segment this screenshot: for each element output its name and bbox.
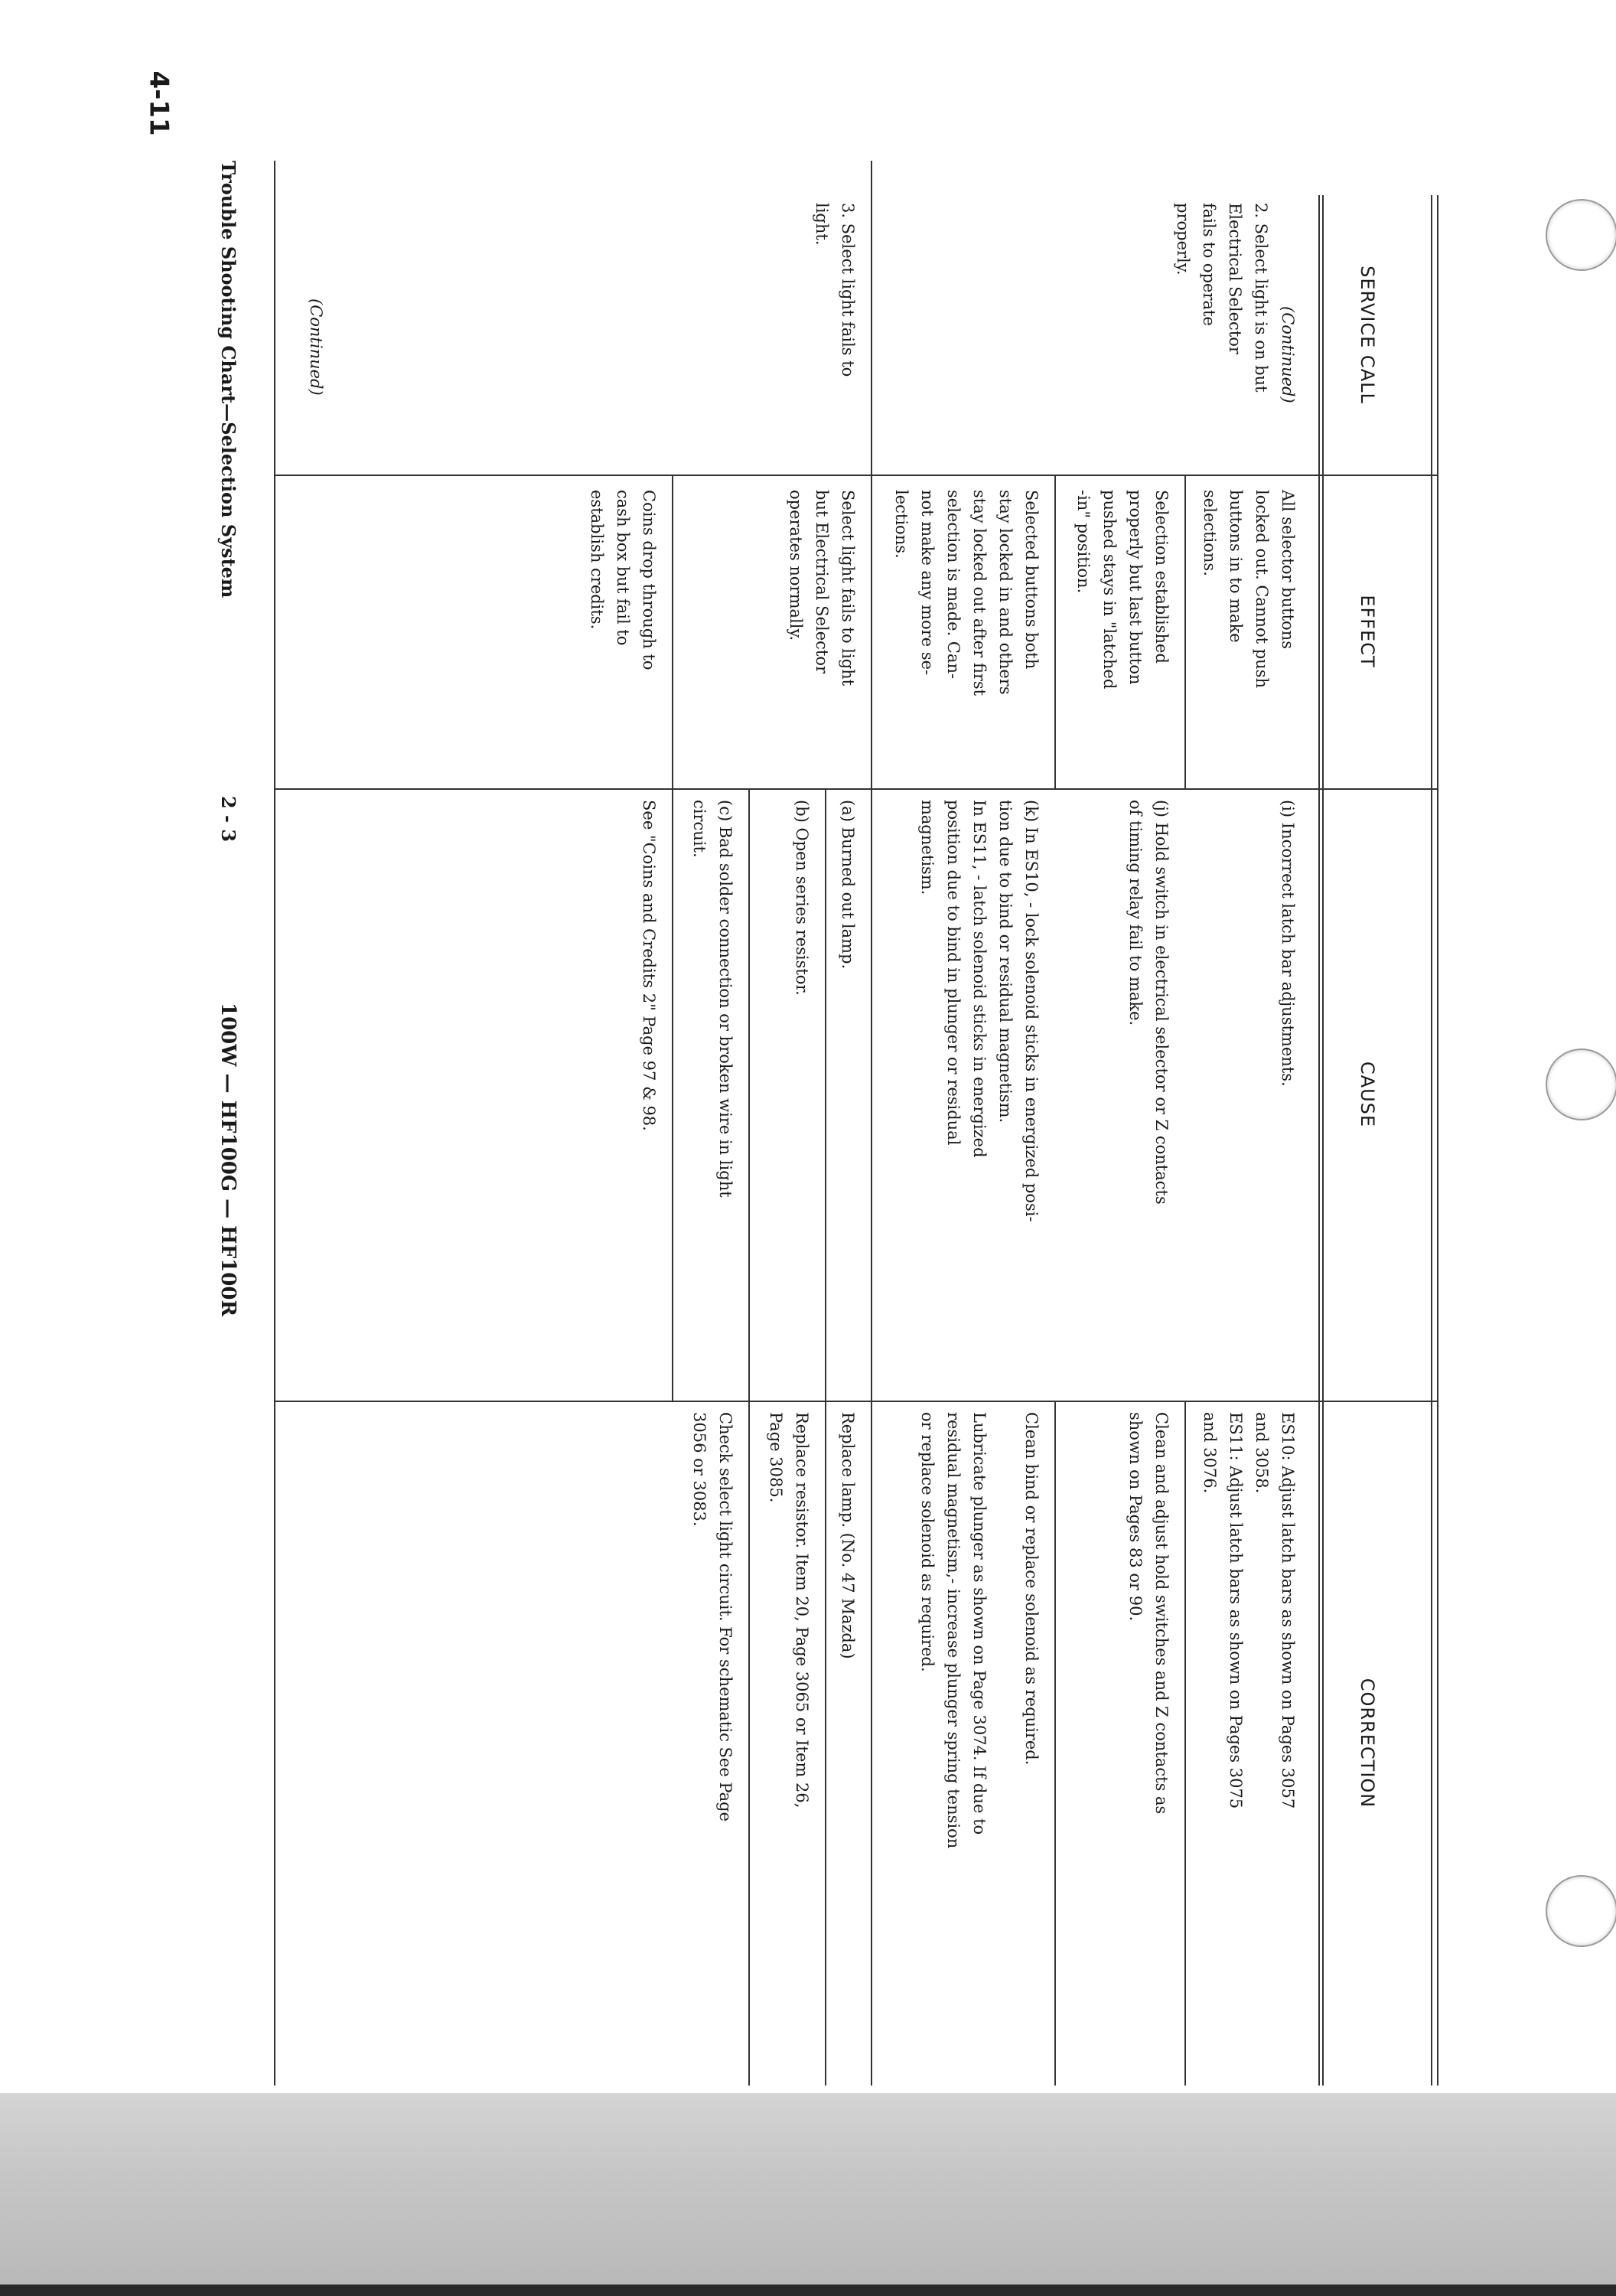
- divider-cause-correction: [275, 1401, 1438, 1402]
- header-cause: CAUSE: [1357, 1061, 1378, 1128]
- cause-k: (k) In ES10, - lock solenoid sticks in energized posi- tion due to bind or residual magnetism. In ES11, - latch solenoid sticks in energized position due to bind in plunger or residual magnetism.: [918, 800, 1041, 1222]
- rule-cause-c: [672, 788, 673, 1401]
- header-correction: CORRECTION: [1357, 1678, 1378, 1808]
- footer-models: 100W — HF100G — HF100R: [217, 1003, 239, 1317]
- cause-a: (a) Burned out lamp.: [839, 800, 857, 970]
- footer-section: 2 - 3: [217, 796, 239, 843]
- divider-service-effect: [275, 475, 1438, 476]
- correction-j: Clean and adjust hold switches and Z contacts as shown on Pages 83 or 90.: [1126, 1412, 1171, 1815]
- binder-hole-bottom: [1546, 1875, 1616, 1947]
- rule-correction-2b: [1054, 1401, 1056, 2086]
- effect-2b: Selection established properly but last button pushed stays in "latched -in" position.: [1074, 490, 1171, 690]
- effect-3a: Select light fails to light but Electrical Selector operates normally.: [787, 490, 857, 687]
- rule-effect-2a: [1184, 475, 1186, 788]
- continued-bottom: (Continued): [307, 298, 325, 396]
- cause-i: (i) Incorrect latch bar adjustments.: [1279, 800, 1297, 1087]
- continued-label: (Continued): [1279, 306, 1297, 403]
- binder-hole-middle: [1546, 1049, 1616, 1120]
- trouble-shooting-table: [153, 161, 1438, 2097]
- divider-effect-cause: [275, 788, 1438, 790]
- rule-item-3: [871, 161, 872, 2086]
- rule-cause-b: [748, 788, 750, 2086]
- correction-a: Replace lamp. (No. 47 Mazda): [839, 1412, 857, 1659]
- rule-cause-a: [825, 788, 826, 2086]
- rule-correction-2a: [1184, 1401, 1186, 2086]
- header-rule-inner: [1314, 195, 1320, 2086]
- header-effect: EFFECT: [1357, 595, 1378, 668]
- correction-c: Check select light circuit. For schematic See Page 3056 or 3083.: [690, 1412, 735, 1822]
- footer-title: Trouble Shooting Chart—Selection System: [217, 161, 239, 598]
- table-top-rule: [1431, 195, 1438, 2086]
- correction-i: ES10: Adjust latch bars as shown on Pages 3057 and 3058. ES11: Adjust latch bars as shown on Pages 3075 and 3076.: [1201, 1412, 1297, 1809]
- effect-2c: Selected buttons both stay locked in and others stay locked out after first selection is made. Can- not make any more se- lections.: [892, 490, 1041, 696]
- service-call-2: 2. Select light is on but Electrical Selector fails to operate properly.: [1174, 203, 1270, 393]
- rule-effect-2b: [1054, 475, 1056, 788]
- table-bottom-rule: [274, 161, 275, 2086]
- header-rule: [1322, 195, 1324, 2086]
- cause-c: (c) Bad solder connection or broken wire in light circuit.: [690, 800, 735, 1198]
- rule-effect-3a: [672, 475, 673, 788]
- service-call-3: 3. Select light fails to light.: [813, 203, 857, 377]
- cause-j: (j) Hold switch in electrical selector or Z contacts of timing relay fail to make.: [1126, 800, 1171, 1205]
- cause-b: (b) Open series resistor.: [793, 800, 811, 996]
- scanner-edge: [0, 2285, 1616, 2296]
- header-service-call: SERVICE CALL: [1357, 266, 1378, 404]
- binder-hole-top: [1546, 199, 1616, 271]
- effect-3b: Coins drop through to cash box but fail to establish credits.: [588, 490, 658, 670]
- correction-k: Clean bind or replace solenoid as required. Lubricate plunger as shown on Page 3074. If due to residual magnetism,- increase plunger spring tension or replace solenoid as required.: [918, 1412, 1041, 1849]
- page-number: 4-11: [143, 70, 174, 136]
- effect-2a: All selector buttons locked out. Cannot push buttons in to make selections.: [1201, 490, 1297, 689]
- scanner-background: [0, 2093, 1616, 2296]
- correction-b: Replace resistor. Item 20, Page 3065 or Item 26, Page 3085.: [767, 1412, 811, 1808]
- cause-coins: See "Coins and Credits 2" Page 97 & 98.: [640, 800, 658, 1131]
